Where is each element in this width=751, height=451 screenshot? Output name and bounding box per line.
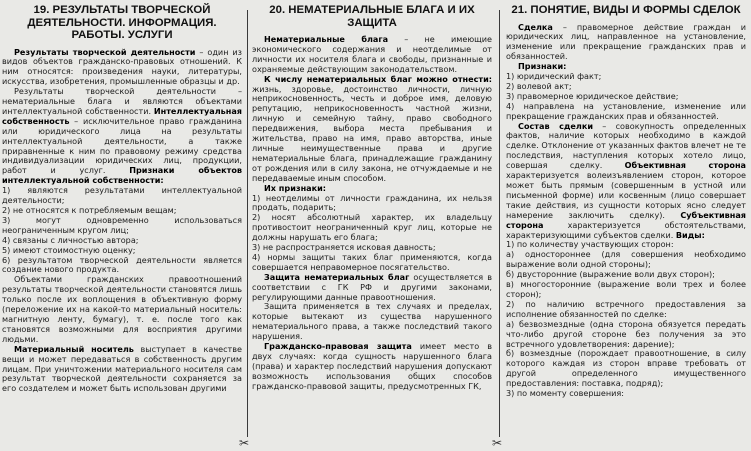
list-item: 1) являются результатами интеллектуальной деятельности; <box>2 185 242 206</box>
paragraph <box>506 122 746 241</box>
text: – правомерное действие граждан и юридических лиц, направленное на установление, изменение или прекращение гражданских прав и обязанностей. <box>506 21 746 62</box>
column-20 <box>252 0 492 451</box>
section-title: 19. РЕЗУЛЬТАТЫ ТВОРЧЕСКОЙ ДЕЯТЕЛЬНОСТИ. ИНФОРМАЦИЯ. РАБОТЫ. УСЛУГИ <box>27 4 217 41</box>
list-item: 6) результатом творческой деятельности является создание нового продукта. <box>2 254 242 275</box>
term: Гражданско-правовая защита <box>264 341 412 352</box>
term: Их признаки: <box>264 182 327 193</box>
text: Результаты творческой деятельности – нематериальные блага и являются объектами интеллектуальной собственности. <box>2 86 242 116</box>
list-item: 2) не относятся к потребляемым вещам; <box>2 205 177 215</box>
scissors-icon: ✂ <box>239 436 250 450</box>
list-item: 1) неотделимы от личности гражданина, их нельзя продать, подарить; <box>252 192 492 213</box>
term: Объективная сторона <box>624 160 746 171</box>
text: – исключительное право гражданина или юридического лица на результаты интеллектуальной деятельности, а также приравненные к ним по правовому режиму средства индивидуализации юридических лиц, продукции, работ и услуг. <box>2 115 242 176</box>
text: жизнь, здоровье, достоинство личности, личную неприкосновенность, честь и доброе имя, деловую репутацию, неприкосновенность частной жизни, личную и семейную тайну, право свободного передвижения, выбора места пребывания и жительства, право на имя, право авторства, иные личные неимущественные права и другие нематериальные блага, принадлежащие гражданину от рождения или в силу закона, не отчуждаемые и не передаваемые иным способом. <box>252 83 492 183</box>
paragraph <box>252 342 492 392</box>
list-item: 3) могут одновременно использоваться неограниченным кругом лиц; <box>2 214 242 235</box>
list-item: 3) не распространяется исковая давность; <box>252 242 436 253</box>
term: Субъективная сторона <box>506 209 746 230</box>
text: характеризуется волеизъявлением сторон, которое может быть прямым (совершенным в устной или письменной форме) или косвенным (лицо совершает такие действия, из сущности которых ясно следует намерение заключить сделку). <box>506 170 746 220</box>
list-item: 1) по количеству участвующих сторон: <box>506 239 674 250</box>
list-item: 4) нормы защиты таких благ применяются, когда совершается неправомерное посягательство. <box>252 251 492 272</box>
term: Интеллектуальная собственность <box>2 105 242 126</box>
term: Признаки объектов интеллектуальной собственности: <box>2 165 242 186</box>
term: Результаты творческой деятельности <box>14 46 196 57</box>
text: имеет место в двух случаях: когда сущность нарушенного блага (права) и характер последствий нарушения допускают возможность использования общих способов гражданско-правовой защиты, предусмотренных ГК, <box>252 341 492 391</box>
list-item: 4) направлена на установление, изменение или прекращение гражданских прав и обязанностей. <box>506 100 746 121</box>
section-title: 20. НЕМАТЕРИАЛЬНЫЕ БЛАГА И ИХ ЗАЩИТА <box>269 4 475 29</box>
term: К числу нематериальных благ можно отнести: <box>264 73 492 84</box>
paragraph <box>2 48 242 88</box>
paragraph <box>506 23 746 63</box>
term: Защита нематериальных благ <box>264 271 410 282</box>
text: – один из видов объектов гражданско-правовых отношений. К ним относятся: произведения науки, литературы, искусства, изобретения, промышленные образцы и др. <box>2 46 242 87</box>
column-divider <box>499 10 500 437</box>
list-item: 2) носят абсолютный характер, их владельцу противостоит неограниченный круг лиц, которые не должны нарушать его блага; <box>252 212 492 243</box>
term: Сделка <box>518 21 553 32</box>
list-item: 5) имеют стоимостную оценку; <box>2 244 136 255</box>
subheading <box>252 184 492 194</box>
list-item: 2) по наличию встречного предоставления за исполнение обязанностей по сделке: <box>506 298 746 319</box>
list-item: б) двусторонние (выражение воли двух сторон); <box>506 269 715 280</box>
term: Материальный носитель <box>14 343 134 354</box>
term: Нематериальные блага <box>264 34 389 44</box>
list-item: в) многосторонние (выражение воли трех и более сторон); <box>506 279 746 299</box>
paragraph <box>2 87 242 186</box>
term: Признаки: <box>518 61 567 72</box>
list-item: а) одностороннее (для совершения необходимо выражение воли одной стороны); <box>506 249 746 270</box>
list-item: 4) связаны с личностью автора; <box>2 234 139 245</box>
list-item: 2) волевой акт; <box>506 80 572 91</box>
list-item: б) возмездные (порождает правоотношение, в силу которого каждая из сторон вправе требовать от другой определенного имущественного предоставления: поставка, подряд); <box>506 348 746 389</box>
text: выступает в качестве вещи и может передаваться в собственность другим лицам. При уничтожении материального носителя сам результат творческой деятельности сохраняется за его создателем и может быть использован другими <box>2 343 242 394</box>
column-divider <box>247 10 248 437</box>
paragraph <box>252 75 492 184</box>
paragraph <box>2 345 242 395</box>
paragraph: Защита применяется в тех случаях и пределах, которые вытекают из существа нарушенного нематериального права, а также последствий такого нарушения. <box>252 301 492 342</box>
text: – совокупность определенных фактов, наличие которых необходимо в каждой сделке. Отклонение от указанных фактов влечет не те последствия, наступления которых хотело лицо, совершая сделку. <box>506 120 746 171</box>
list-item: 3) по моменту совершения: <box>506 388 625 399</box>
paragraph: Объектами гражданских правоотношений результаты творческой деятельности становятся лишь только после их воплощения в объективную форму (переложение их на какой-то материальный носитель: магнитную ленту, бумагу), т. е. после того как становятся возможными для восприятия другими людьми. <box>2 274 242 344</box>
paragraph <box>252 35 492 75</box>
list-item: 1) юридический факт; <box>506 71 602 82</box>
term: Состав сделки <box>518 120 594 131</box>
column-21 <box>506 0 746 451</box>
section-title: 21. ПОНЯТИЕ, ВИДЫ И ФОРМЫ СДЕЛОК <box>511 4 741 16</box>
text: характеризуется обстоятельствами, характеризующими субъектов сделки. <box>506 219 746 240</box>
column-19 <box>2 0 242 451</box>
list-item: а) безвозмездные (одна сторона обязуется передать что-либо другой стороне без получения за это встречного удовлетворения: дарение); <box>506 318 746 349</box>
scissors-icon: ✂ <box>492 436 503 450</box>
list-item: 3) правомерное юридическое действие; <box>506 90 679 101</box>
text: осуществляется в соответствии с ГК РФ и другими законами, регулирующими данные правоотношения. <box>252 271 492 302</box>
text: – не имеющие экономического содержания и неотделимые от личности их носителя блага и свободы, признанные и охраняемые действующим законодательством. <box>252 34 492 74</box>
term: Виды: <box>675 229 705 240</box>
paragraph <box>252 273 492 303</box>
